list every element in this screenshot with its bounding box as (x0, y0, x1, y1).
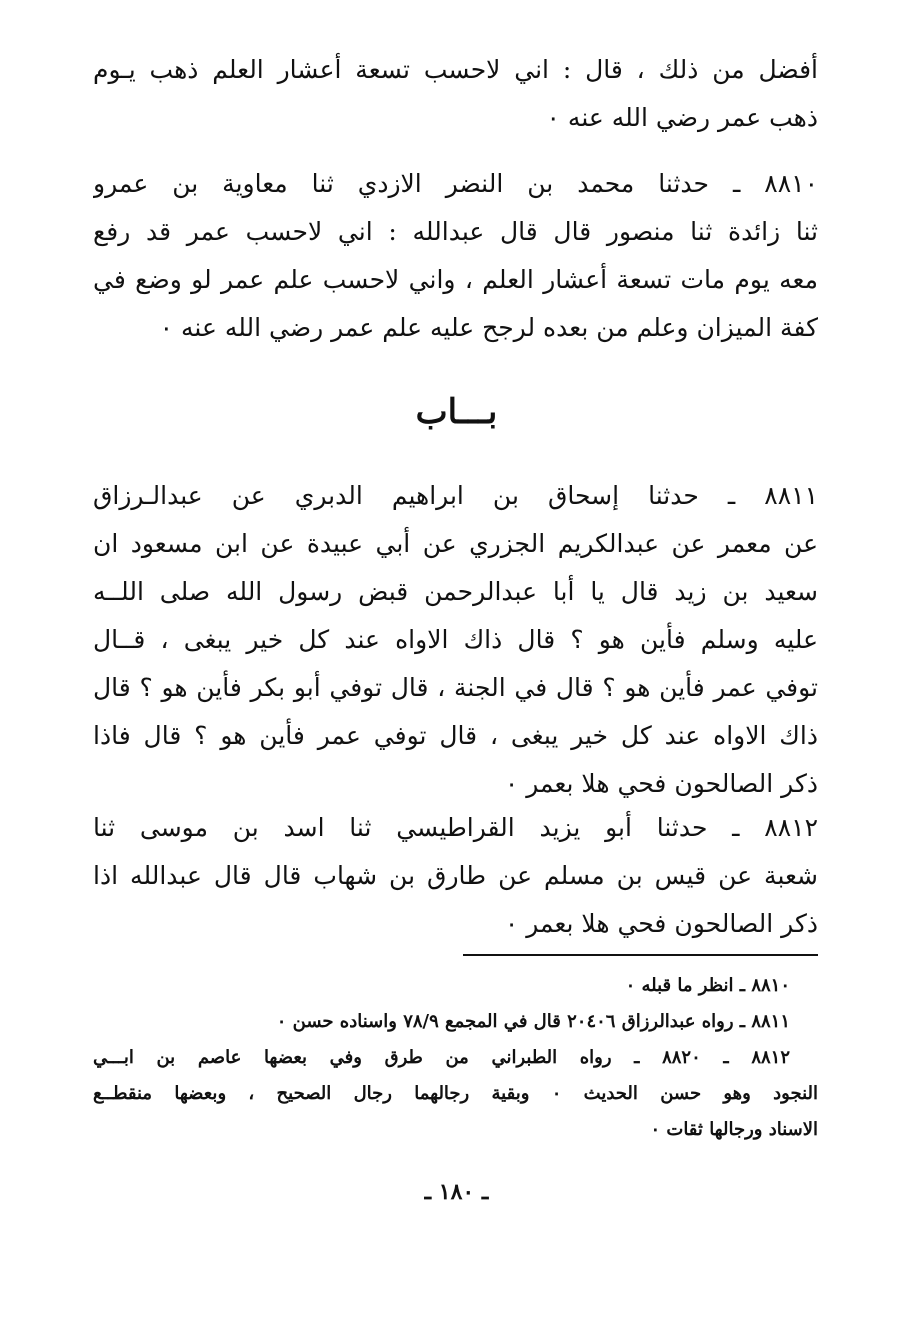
chapter-heading: بـــاب (415, 392, 498, 432)
text-line: أفضل من ذلك ، قال : اني لاحسب تسعة أعشار العلم ذهب يـوم (93, 55, 818, 84)
text-line: ذاك الاواه عند كل خير يبغى ، قال توفي عمر فأين هو ؟ قال فاذا (93, 721, 818, 750)
footnote-line: ٨٨١٠ ـ انظر ما قبله ٠ (625, 975, 790, 996)
footnote-line: ٨٨١١ ـ رواه عبدالرزاق ٢٠٤٠٦ قال في المجمع ٧٨/٩ واسناده حسن ٠ (276, 1011, 790, 1032)
footnotes (93, 968, 818, 1148)
page-number: ـ ١٨٠ ـ (424, 1179, 489, 1205)
hadith-8812-paragraph (93, 804, 818, 948)
text-line: ذكر الصالحون فحي هلا بعمر ٠ (504, 909, 818, 938)
text-line: ذهب عمر رضي الله عنه ٠ (546, 103, 818, 132)
text-line: معه يوم مات تسعة أعشار العلم ، واني لاحسب علم عمر لو وضع في (93, 265, 818, 294)
hadith-8811-paragraph (93, 472, 818, 808)
footnote-line: الاسناد ورجالها ثقات ٠ (650, 1119, 818, 1140)
text-line: ٨٨١١ ـ حدثنا إسحاق بن ابراهيم الدبري عن عبدالـرزاق (93, 481, 818, 510)
text-line: ٨٨١٠ ـ حدثنا محمد بن النضر الازدي ثنا معاوية بن عمرو (93, 169, 818, 198)
footnote-divider (463, 954, 818, 956)
continuation-paragraph (93, 46, 818, 142)
text-line: كفة الميزان وعلم من بعده لرجح عليه علم عمر رضي الله عنه ٠ (159, 313, 818, 342)
hadith-8810-paragraph (93, 160, 818, 352)
text-line: ٨٨١٢ ـ حدثنا أبو يزيد القراطيسي ثنا اسد بن موسى ثنا (93, 813, 818, 842)
footnote-line: النجود وهو حسن الحديث ٠ وبقية رجالهما رجال الصحيح ، وبعضها منقطــع (93, 1083, 818, 1104)
text-line: ثنا زائدة ثنا منصور قال قال عبدالله : اني لاحسب عمر قد رفع (93, 217, 818, 246)
text-line: ذكر الصالحون فحي هلا بعمر ٠ (504, 769, 818, 798)
text-line: عليه وسلم فأين هو ؟ قال ذاك الاواه عند كل خير يبغى ، قــال (93, 625, 818, 654)
text-line: توفي عمر فأين هو ؟ قال في الجنة ، قال توفي أبو بكر فأين هو ؟ قال (93, 673, 818, 702)
footnote-line: ٨٨١٢ ـ ٨٨٢٠ ـ رواه الطبراني من طرق وفي بعضها عاصم بن ابـــي (93, 1047, 790, 1068)
text-line: عن معمر عن عبدالكريم الجزري عن أبي عبيدة عن ابن مسعود ان (93, 529, 818, 558)
text-line: شعبة عن قيس بن مسلم عن طارق بن شهاب قال قال عبدالله اذا (93, 861, 818, 890)
text-line: سعيد بن زيد قال يا أبا عبدالرحمن قبض رسول الله صلى اللــه (93, 577, 818, 606)
